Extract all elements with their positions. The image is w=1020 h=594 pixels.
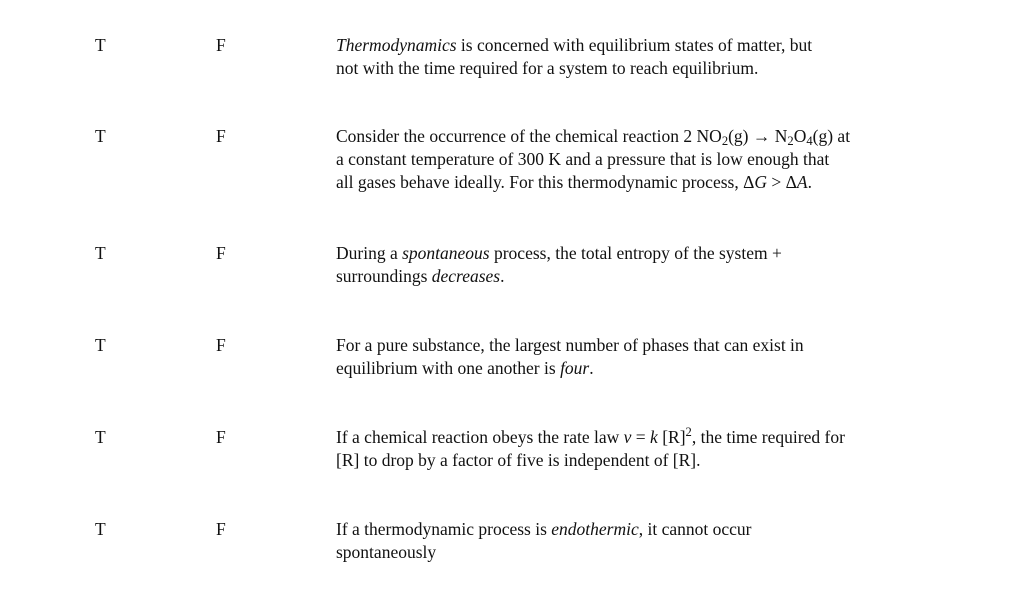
- true-option[interactable]: T: [95, 35, 106, 55]
- statement-text: spontaneously: [336, 542, 437, 562]
- statement-italic-text: four: [560, 358, 590, 378]
- statement-italic-text: spontaneous: [402, 243, 490, 263]
- statement-text: If a chemical reaction obeys the rate law: [336, 427, 624, 447]
- statement-italic-text: endothermic: [551, 519, 639, 539]
- statement-text: > Δ: [766, 172, 797, 192]
- statement-text: is concerned with equilibrium states of matter, but: [456, 35, 813, 55]
- statement-italic-text: k: [650, 427, 658, 447]
- statement-text: all gases behave ideally. For this thermodynamic process, Δ: [336, 172, 755, 192]
- true-option[interactable]: T: [95, 243, 106, 263]
- true-option[interactable]: T: [95, 427, 106, 447]
- statement-text: =: [631, 427, 651, 447]
- statement-text: process, the total entropy of the system +: [489, 243, 782, 263]
- statement-text: 4: [806, 134, 813, 149]
- statement-text: surroundings: [336, 266, 432, 286]
- statement-italic-text: decreases: [431, 266, 501, 286]
- false-option[interactable]: F: [216, 427, 226, 447]
- statement-text: equilibrium with one another is: [336, 358, 561, 378]
- false-option[interactable]: F: [216, 126, 226, 146]
- statement-text: 2: [685, 425, 692, 440]
- statement: [336, 242, 976, 288]
- statement-text: O: [793, 126, 807, 146]
- statement: [336, 426, 976, 472]
- statement-text: not with the time required for a system to reach equilibrium.: [336, 58, 759, 78]
- statement-italic-text: Thermodynamics: [336, 35, 457, 55]
- statement-italic-text: A: [796, 172, 808, 192]
- statement: [336, 334, 976, 380]
- false-option[interactable]: F: [216, 335, 226, 355]
- statement-text: (g) at: [812, 126, 851, 146]
- statement-text: [R]: [657, 427, 686, 447]
- statement-text: [R] to drop by a factor of five is independent of [R].: [336, 450, 701, 470]
- statement-text: 2: [787, 134, 794, 149]
- statement: [336, 34, 976, 80]
- statement-text: Consider the occurrence of the chemical reaction 2 NO: [336, 126, 722, 146]
- statement-text: 2: [721, 134, 729, 149]
- statement-text: For a pure substance, the largest number of phases that can exist in: [336, 335, 804, 355]
- false-option[interactable]: F: [216, 243, 226, 263]
- true-option[interactable]: T: [95, 335, 106, 355]
- statement-text: .: [589, 358, 594, 378]
- statement-italic-text: v: [623, 427, 632, 447]
- statement-text: , the time required for: [691, 427, 845, 447]
- statement-text: .: [500, 266, 505, 286]
- statement-text: During a: [336, 243, 403, 263]
- statement-text: .: [807, 172, 812, 192]
- true-option[interactable]: T: [95, 126, 106, 146]
- statement-text: a constant temperature of 300 K and a pressure that is low enough that: [336, 149, 830, 169]
- false-option[interactable]: F: [216, 35, 226, 55]
- statement: [336, 518, 976, 564]
- statement-italic-text: G: [754, 172, 767, 192]
- statement: [336, 125, 976, 194]
- statement-text: , it cannot occur: [638, 519, 752, 539]
- false-option[interactable]: F: [216, 519, 226, 539]
- true-option[interactable]: T: [95, 519, 106, 539]
- statement-text: If a thermodynamic process is: [336, 519, 552, 539]
- statement-text: (g) → N: [728, 126, 788, 146]
